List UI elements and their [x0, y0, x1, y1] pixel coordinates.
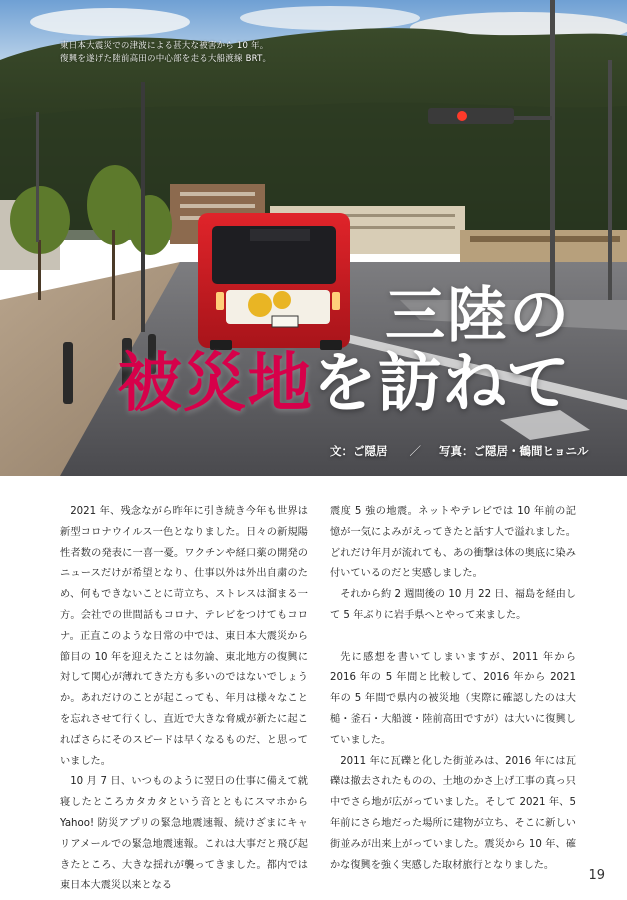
paragraph: 2011 年に瓦礫と化した街並みは、2016 年には瓦礫は撤去されたものの、土地のかさ上げ工事の真っ只中でさら地が広がっていました。そして 2021 年、5 年前にさら地だった場所に建物が立ち、そこに新しい街並みが出来上がっていました。震災から 10 年、確かな復興を強く実感した取材旅行となりました。	[330, 755, 576, 871]
writer-credit: 文：ご隠居	[330, 444, 388, 458]
caption-line-2: 復興を遂げた陸前高田の中心部を走る大船渡線 BRT。	[60, 54, 272, 64]
title-rest-white: を訪ねて	[312, 347, 571, 421]
photo-caption	[60, 40, 271, 66]
bus-shape	[198, 213, 350, 350]
article-column-right	[330, 502, 576, 876]
paragraph: 先に感想を書いてしまいますが、2011 年から 2016 年の 5 年間と比較して、2016 年から 2021 年の 5 年間で県内の被災地（実際に確認したのは大槌・釜石・大船渡・陸前高田ですが）は大いに復興していました。	[330, 651, 576, 746]
paragraph: 2021 年、残念ながら昨年に引き続き今年も世界は新型コロナウイルス一色となりました。日々の新規陽性者数の発表に一喜一憂。ワクチンや経口薬の開発のニュースだけが希望となり、仕事以外は外出自粛のため、何もできないことに苛立ち、ストレスは溜まる一方。会社での世間話もコロナ、テレビをつけてもコロナ。正直このような日常の中では、東日本大震災から節目の 10 年を迎えたことは勿論、東北地方の復興に対して関心が薄れてきた方も多いのではないでしょうか。あれだけのことが起こっても、年月は様々なことを忘れさせて行くし、直近で大きな脅威が新たに起こればさらにそのスピードは早くなるものだ、と思っていました。	[60, 506, 308, 767]
article-title-line-2	[117, 347, 571, 421]
article-title-line-1: 三陸の	[385, 281, 571, 351]
credit-separator: ／	[409, 444, 422, 458]
paragraph: それから約 2 週間後の 10 月 22 日、福島を経由して 5 年ぶりに岩手県へとやって来ました。	[330, 589, 576, 621]
title-highlight-red: 被災地	[117, 347, 313, 421]
paragraph: 10 月 7 日、いつものように翌日の仕事に備えて就寝したところカタカタという音とともにスマホから Yahoo! 防災アプリの緊急地震速報、続けざまにキャリアメールでの緊急地震速報。これは大事だと飛び起きたところ、大きな揺れが襲ってきました。都内では東日本大震災以来となる	[60, 776, 308, 892]
caption-line-1: 東日本大震災での津波による甚大な被害から 10 年。	[60, 41, 269, 51]
photographer-credit: 写真：ご隠居・鶴間ヒョニル	[439, 444, 589, 458]
article-column-left	[60, 502, 308, 897]
page-number: 19	[588, 868, 605, 883]
byline	[330, 443, 593, 459]
paragraph-gap	[330, 627, 576, 648]
paragraph-continued: 震度 5 強の地震。ネットやテレビでは 10 年前の記憶が一気によみがえってきたと話す人で溢れました。どれだけ年月が流れても、あの衝撃は体の奥底に染み付いているのだと実感しました。	[330, 506, 576, 580]
